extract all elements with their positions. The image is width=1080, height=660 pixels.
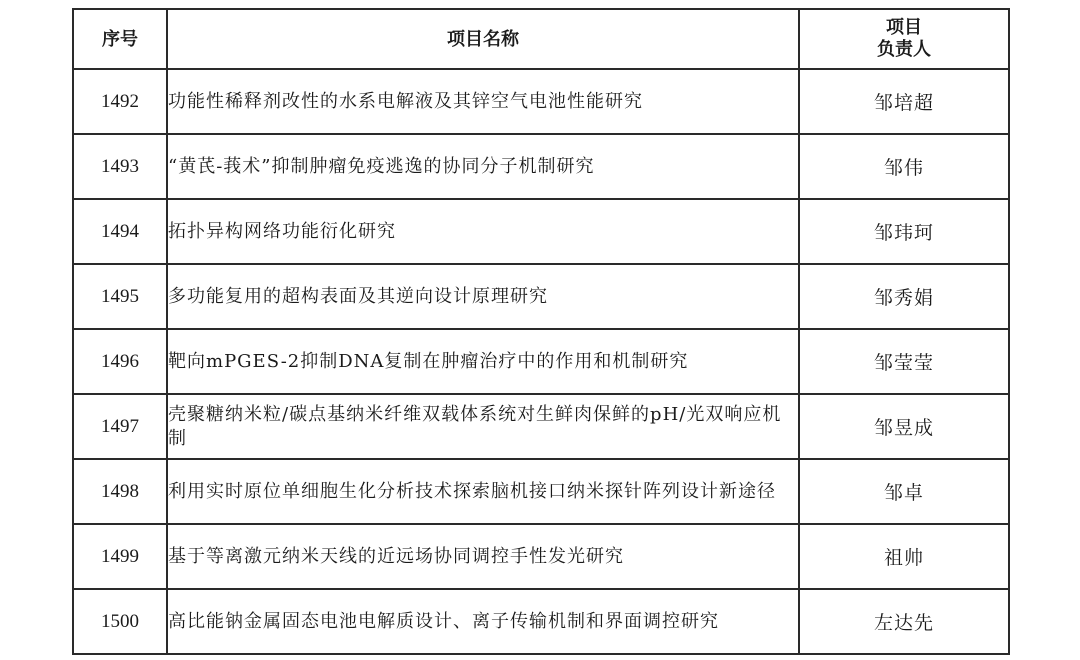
table-row	[73, 329, 1009, 394]
project-lead: 邹伟	[799, 134, 1009, 199]
project-name: 高比能钠金属固态电池电解质设计、离子传输机制和界面调控研究	[167, 589, 799, 654]
row-number: 1496	[73, 329, 167, 394]
project-name: 壳聚糖纳米粒/碳点基纳米纤维双载体系统对生鲜肉保鲜的pH/光双响应机制	[167, 394, 799, 459]
table-row	[73, 589, 1009, 654]
project-name: 基于等离激元纳米天线的近远场协同调控手性发光研究	[167, 524, 799, 589]
project-name: 多功能复用的超构表面及其逆向设计原理研究	[167, 264, 799, 329]
table-row	[73, 69, 1009, 134]
row-number: 1499	[73, 524, 167, 589]
table-row	[73, 524, 1009, 589]
row-number: 1498	[73, 459, 167, 524]
project-name: 功能性稀释剂改性的水系电解液及其锌空气电池性能研究	[167, 69, 799, 134]
row-number: 1494	[73, 199, 167, 264]
project-name: “黄芪-莪术”抑制肿瘤免疫逃逸的协同分子机制研究	[167, 134, 799, 199]
project-table	[72, 8, 1010, 655]
table-row	[73, 199, 1009, 264]
header-number: 序号	[73, 9, 167, 69]
table-row	[73, 394, 1009, 459]
table-header	[73, 9, 1009, 69]
header-lead-line2: 负责人	[877, 39, 931, 60]
header-lead-line1: 项目	[886, 17, 922, 38]
row-number: 1492	[73, 69, 167, 134]
row-number: 1495	[73, 264, 167, 329]
project-lead: 邹莹莹	[799, 329, 1009, 394]
header-project-lead	[799, 9, 1009, 69]
project-name: 利用实时原位单细胞生化分析技术探索脑机接口纳米探针阵列设计新途径	[167, 459, 799, 524]
project-lead: 邹卓	[799, 459, 1009, 524]
project-name: 拓扑异构网络功能衍化研究	[167, 199, 799, 264]
table-row	[73, 459, 1009, 524]
project-lead: 邹昱成	[799, 394, 1009, 459]
table-body	[73, 69, 1009, 654]
project-lead: 邹秀娟	[799, 264, 1009, 329]
header-project-name: 项目名称	[167, 9, 799, 69]
project-name: 靶向mPGES-2抑制DNA复制在肿瘤治疗中的作用和机制研究	[167, 329, 799, 394]
row-number: 1497	[73, 394, 167, 459]
table-row	[73, 264, 1009, 329]
project-lead: 祖帅	[799, 524, 1009, 589]
project-lead: 邹培超	[799, 69, 1009, 134]
project-lead: 邹玮珂	[799, 199, 1009, 264]
header-row	[73, 9, 1009, 69]
table-row	[73, 134, 1009, 199]
row-number: 1493	[73, 134, 167, 199]
row-number: 1500	[73, 589, 167, 654]
project-lead: 左达先	[799, 589, 1009, 654]
